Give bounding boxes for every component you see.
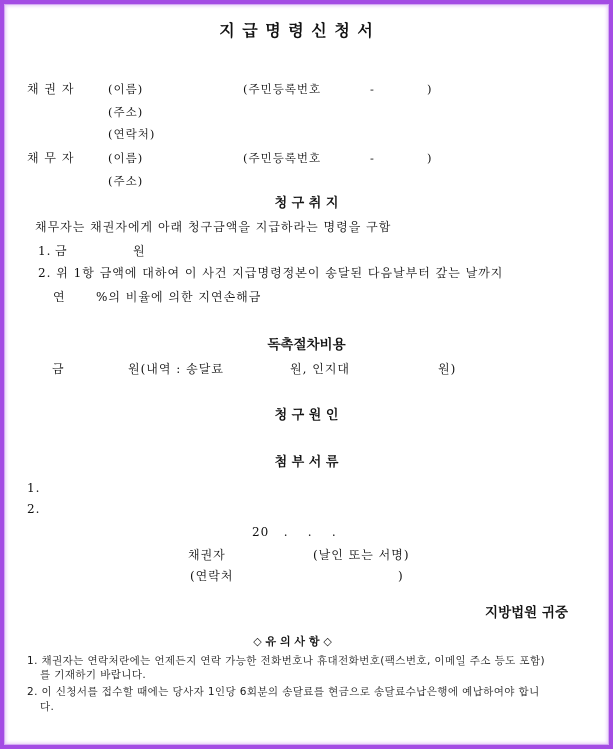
attachment-item-1: 1. bbox=[27, 481, 41, 495]
costs-stamp-part: 원, 인지대 bbox=[290, 362, 350, 376]
costs-end: 원) bbox=[438, 362, 457, 376]
creditor-contact-label: (연락처) bbox=[108, 127, 156, 141]
court-addressee: 지방법원 귀중 bbox=[485, 605, 568, 621]
note-2-line-2: 다. bbox=[40, 701, 55, 713]
debtor-rrn-close: ) bbox=[427, 151, 433, 165]
claim-item1-suffix: 원 bbox=[133, 244, 146, 258]
debtor-rrn-label: (주민등록번호 bbox=[243, 151, 322, 165]
signature-contact-open: (연락처 bbox=[190, 569, 234, 583]
note-1-line-1: 1. 채권자는 연락처란에는 언제든지 연락 가능한 전화번호나 휴대전화번호(팩스번호, 이메일 주소 등도 포함) bbox=[27, 655, 546, 667]
notes-heading: ◇ 유 의 사 항 ◇ bbox=[253, 635, 332, 648]
creditor-name-label: (이름) bbox=[108, 82, 144, 96]
debtor-address-label: (주소) bbox=[108, 174, 144, 188]
claim-purpose-heading: 청 구 취 지 bbox=[274, 196, 339, 211]
signature-contact-close: ) bbox=[398, 569, 404, 583]
claim-purpose-intro: 채무자는 채권자에게 아래 청구금액을 지급하라는 명령을 구함 bbox=[35, 220, 392, 234]
note-2-line-1: 2. 이 신청서를 접수할 때에는 당사자 1인당 6회분의 송달료를 현금으로 송달료수납은행에 예납하여야 합니 bbox=[27, 686, 540, 698]
debtor-label: 채 무 자 bbox=[27, 151, 75, 165]
creditor-rrn-close: ) bbox=[427, 82, 433, 96]
debtor-name-label: (이름) bbox=[108, 151, 144, 165]
creditor-label: 채 권 자 bbox=[27, 82, 75, 96]
debtor-rrn-dash: - bbox=[370, 151, 375, 165]
costs-heading: 독촉절차비용 bbox=[267, 337, 346, 353]
creditor-address-label: (주소) bbox=[108, 105, 144, 119]
attachments-heading: 첨 부 서 류 bbox=[274, 455, 339, 470]
costs-amount-prefix: 금 bbox=[52, 362, 65, 376]
signature-seal-note: (날인 또는 서명) bbox=[313, 548, 410, 562]
claim-cause-heading: 청 구 원 인 bbox=[274, 408, 339, 423]
claim-item2-rate-prefix: 연 bbox=[53, 290, 66, 304]
claim-item1-number: 1. bbox=[38, 244, 52, 258]
attachment-item-2: 2. bbox=[27, 502, 41, 516]
application-date: 20 . . . bbox=[252, 525, 337, 539]
claim-item2-line1: 2. 위 1항 금액에 대하여 이 사건 지급명령정본이 송달된 다음날부터 갚는 날까지 bbox=[38, 266, 504, 280]
signature-creditor-label: 채권자 bbox=[188, 548, 226, 562]
costs-breakdown-start: 원(내역 : 송달료 bbox=[128, 362, 224, 376]
document-title: 지 급 명 령 신 청 서 bbox=[219, 21, 374, 40]
note-1-line-2: 를 기재하기 바랍니다. bbox=[40, 669, 147, 681]
claim-item2-rate-suffix: %의 비율에 의한 지연손해금 bbox=[96, 290, 262, 304]
creditor-rrn-label: (주민등록번호 bbox=[243, 82, 322, 96]
claim-item1-prefix: 금 bbox=[55, 244, 68, 258]
creditor-rrn-dash: - bbox=[370, 82, 375, 96]
